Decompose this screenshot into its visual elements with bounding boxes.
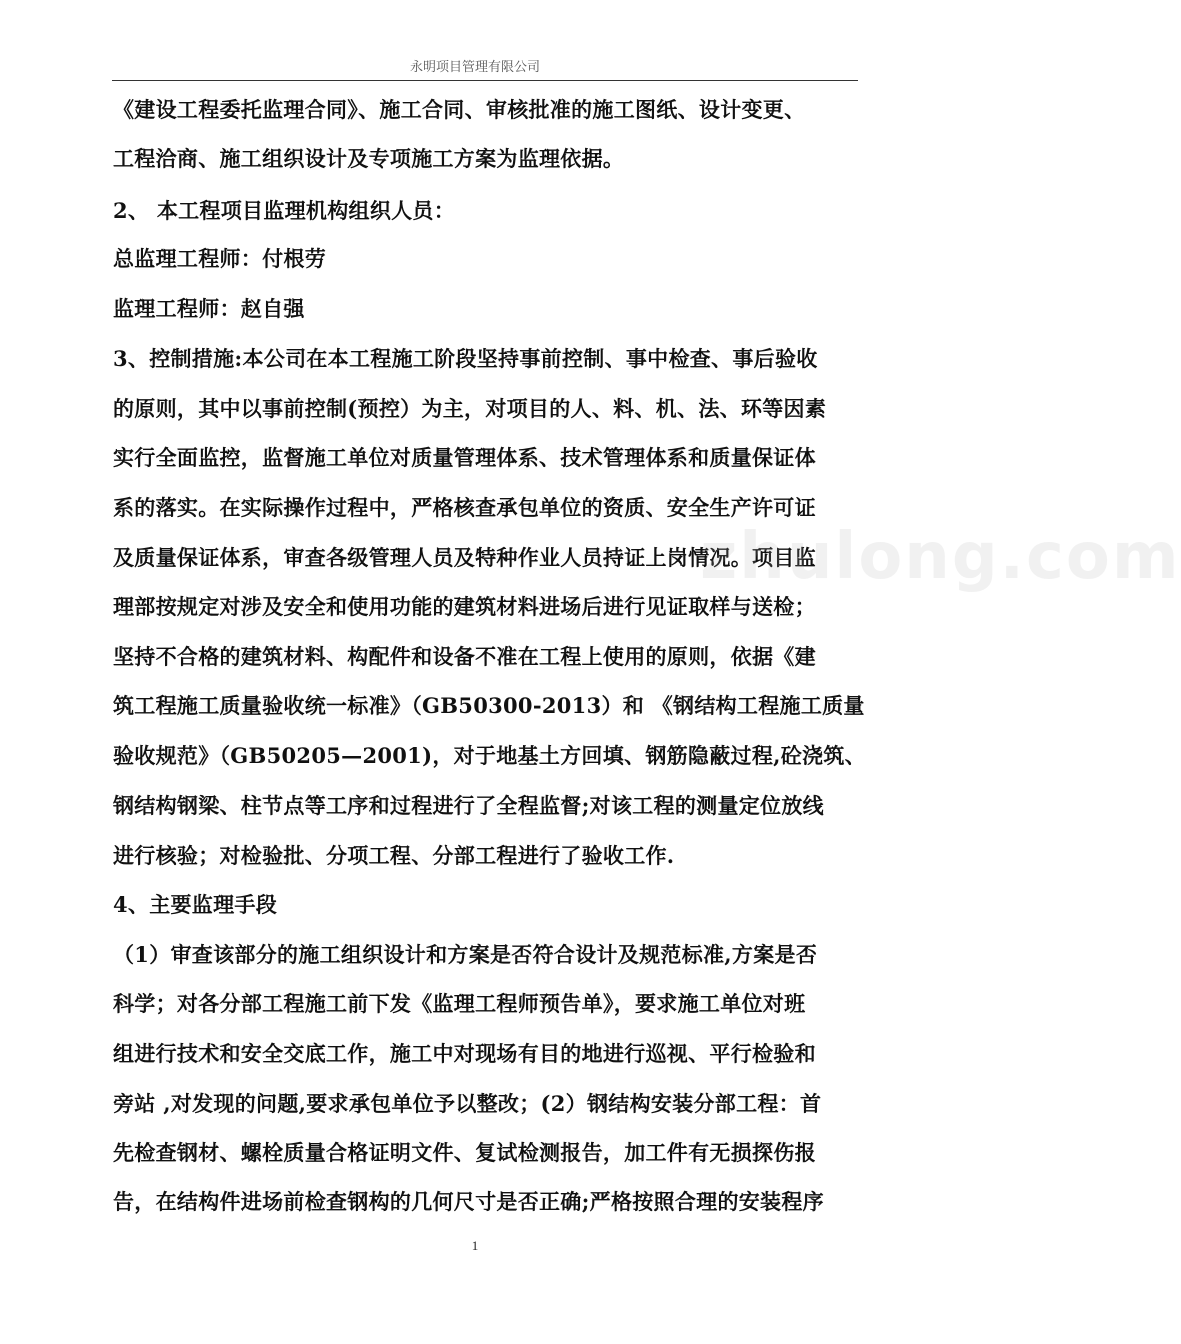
page-number: 1: [471, 1238, 479, 1253]
body-line: 《建设工程委托监理合同》、施工合同、审核批准的施工图纸、设计变更、: [113, 97, 806, 122]
body-line: 进行核验；对检验批、分项工程、分部工程进行了验收工作.: [113, 843, 675, 868]
body-line: 工程洽商、施工组织设计及专项施工方案为监理依据。: [113, 146, 625, 171]
body-line: 2、 本工程项目监理机构组织人员：: [113, 198, 456, 223]
body-line: 先检查钢材、螺栓质量合格证明文件、复试检测报告，加工件有无损探伤报: [113, 1140, 816, 1165]
body-line: 理部按规定对涉及安全和使用功能的建筑材料进场后进行见证取样与送检；: [113, 594, 816, 619]
body-line: 监理工程师：赵自强: [113, 296, 305, 321]
body-line: 坚持不合格的建筑材料、构配件和设备不准在工程上使用的原则，依据《建: [113, 644, 816, 669]
body-line: （1）审查该部分的施工组织设计和方案是否符合设计及规范标准,方案是否: [113, 942, 818, 967]
body-line: 科学；对各分部工程施工前下发《监理工程师预告单》，要求施工单位对班: [113, 991, 806, 1016]
body-line: 的原则，其中以事前控制(预控）为主，对项目的人、料、机、法、环等因素: [113, 396, 827, 421]
body-line: 总监理工程师：付根劳: [113, 246, 326, 271]
body-line: 钢结构钢梁、柱节点等工序和过程进行了全程监督;对该工程的测量定位放线: [113, 793, 824, 818]
body-line: 实行全面监控，监督施工单位对质量管理体系、技术管理体系和质量保证体: [113, 445, 816, 470]
watermark-graphic: zhulong.com: [700, 520, 1181, 594]
body-line: 组进行技术和安全交底工作，施工中对现场有目的地进行巡视、平行检验和: [113, 1041, 816, 1066]
body-line: 及质量保证体系，审查各级管理人员及特种作业人员持证上岗情况。项目监: [113, 545, 816, 570]
body-line: 筑工程施工质量验收统一标准》（GB50300-2013）和 《钢结构工程施工质量: [113, 693, 865, 718]
page-header: 永明项目管理有限公司: [409, 60, 540, 75]
header-rule: [112, 80, 858, 81]
body-line: 4、主要监理手段: [113, 892, 278, 917]
body-line: 系的落实。在实际操作过程中，严格核查承包单位的资质、安全生产许可证: [113, 495, 816, 520]
body-line: 3、控制措施:本公司在本工程施工阶段坚持事前控制、事中检查、事后验收: [113, 346, 818, 371]
body-line: 旁站 ,对发现的问题,要求承包单位予以整改；(2）钢结构安装分部工程：首: [113, 1091, 822, 1116]
body-line: 验收规范》（GB50205—2001)，对于地基土方回填、钢筋隐蔽过程,砼浇筑、: [113, 743, 866, 768]
body-line: 告，在结构件进场前检查钢构的几何尺寸是否正确;严格按照合理的安装程序: [113, 1189, 824, 1214]
